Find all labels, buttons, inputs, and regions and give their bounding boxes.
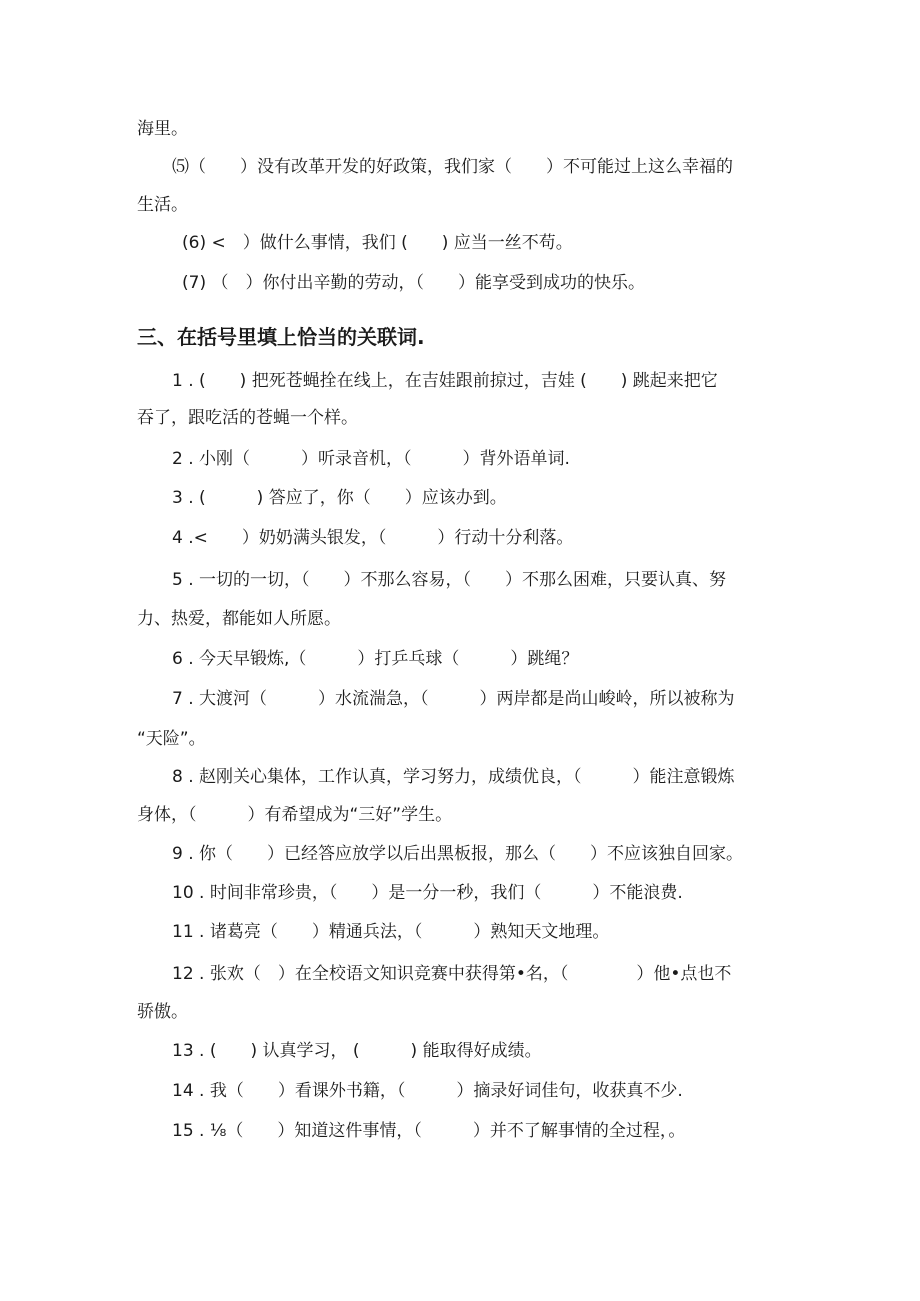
item-7-line-2: “天险”。 bbox=[137, 729, 206, 749]
text-line: 海里。 bbox=[137, 119, 188, 139]
item-6-line: 6 . 今天早锻炼,（ ）打乒乓球（ ）跳绳？ bbox=[172, 649, 579, 669]
item-2-line: 2 . 小刚（ ）听录音机，（ ）背外语单词. bbox=[172, 449, 570, 469]
item-1-line-2: 吞了，跟吃活的苍蝇一个样。 bbox=[137, 408, 358, 428]
item-11-line: 11 . 诸葛亮（ ）精通兵法，（ ）熟知天文地理。 bbox=[172, 922, 610, 942]
item-1-line-1: 1 . ( ) 把死苍蝇拴在线上，在吉娃跟前掠过，吉娃 ( ) 跳起来把它 bbox=[172, 371, 718, 391]
item-4-line: 4 .< ）奶奶满头银发，（ ）行动十分利落。 bbox=[172, 528, 574, 548]
item-7-line-1: 7 . 大渡河（ ）水流湍急，（ ）两岸都是尚山峻岭，所以被称为 bbox=[172, 689, 735, 709]
item-12-line-2: 骄傲。 bbox=[137, 1002, 188, 1022]
item-13-line: 13 . ( ) 认真学习， ( ) 能取得好成绩。 bbox=[172, 1041, 542, 1061]
question-7-line: (7) （ ）你付出辛勤的劳动，（ ）能享受到成功的快乐。 bbox=[182, 273, 645, 293]
question-5-line-1: ⑸（ ）没有改革开发的好政策，我们家（ ）不可能过上这么幸福的 bbox=[172, 157, 733, 177]
item-10-line: 10 . 时间非常珍贵，（ ）是一分一秒，我们（ ）不能浪费. bbox=[172, 883, 683, 903]
question-5-line-2: 生活。 bbox=[137, 195, 188, 215]
item-5-line-1: 5 . 一切的一切，（ ）不那么容易，（ ）不那么困难，只要认真、努 bbox=[172, 570, 727, 590]
item-8-line-2: 身体，（ ）有希望成为“三好”学生。 bbox=[137, 805, 453, 825]
item-12-line-1: 12 . 张欢（ ）在全校语文知识竞赛中获得第•名，（ ）他•点也不 bbox=[172, 964, 732, 984]
item-15-line: 15 . ⅛（ ）知道这件事情，（ ）并不了解事情的全过程，。 bbox=[172, 1121, 686, 1141]
item-9-line: 9 . 你（ ）已经答应放学以后出黑板报，那么（ ）不应该独自回家。 bbox=[172, 844, 744, 864]
item-5-line-2: 力、热爱，都能如人所愿。 bbox=[137, 609, 341, 629]
item-3-line: 3 . ( ) 答应了，你（ ）应该办到。 bbox=[172, 488, 507, 508]
item-14-line: 14 . 我（ ）看课外书籍，（ ）摘录好词佳句，收获真不少. bbox=[172, 1081, 683, 1101]
section-heading: 三、在括号里填上恰当的关联词. bbox=[137, 325, 425, 349]
item-8-line-1: 8 . 赵刚关心集体，工作认真，学习努力，成绩优良，（ ）能注意锻炼 bbox=[172, 767, 735, 787]
question-6-line: (6) < ）做什么事情，我们 ( ) 应当一丝不苟。 bbox=[182, 233, 573, 253]
